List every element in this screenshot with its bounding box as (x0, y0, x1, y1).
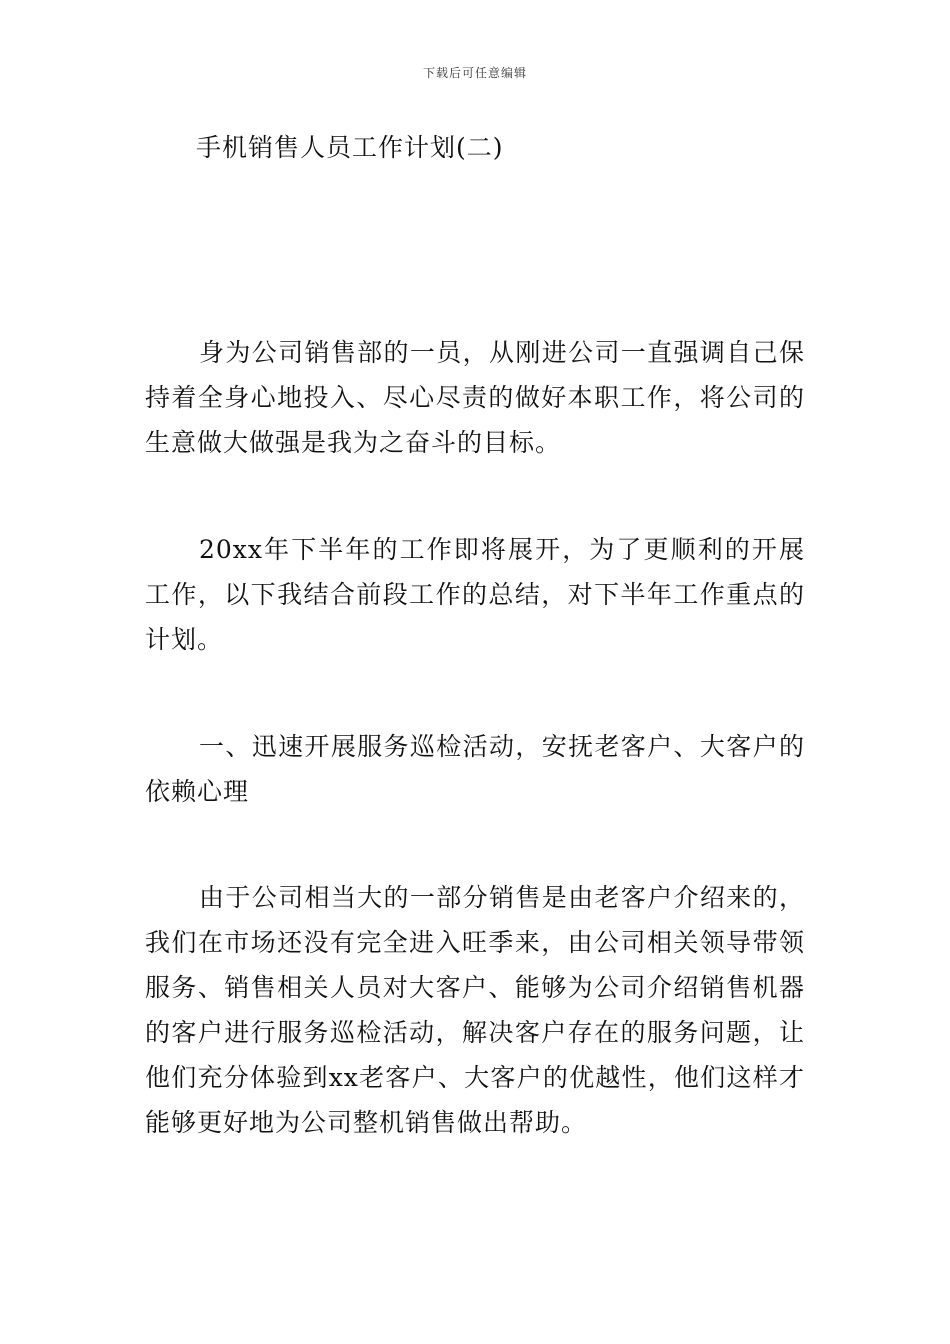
section-heading-1: 一、迅速开展服务巡检活动，安抚老客户、大客户的依赖心理 (145, 732, 805, 806)
paragraph-plan-overview: 20xx年下半年的工作即将展开，为了更顺利的开展工作，以下我结合前段工作的总结，对下半年工作重点的计划。 (145, 535, 805, 654)
paragraph-intro: 身为公司销售部的一员，从刚进公司一直强调自己保持着全身心地投入、尽心尽责的做好本职工作，将公司的生意做大做强是我为之奋斗的目标。 (145, 338, 805, 457)
document-title: 手机销售人员工作计划(二) (196, 133, 504, 162)
header-note: 下载后可任意编辑 (422, 66, 527, 80)
paragraph-section-1-body: 由于公司相当大的一部分销售是由老客户介绍来的，我们在市场还没有完全进入旺季来，由公司相关领导带领服务、销售相关人员对大客户、能够为公司介绍销售机器的客户进行服务巡检活动，解决客户存在的服务问题，让他们充分体验到xx老客户、大客户的优越性，他们这样才能够更好地为公司整机销售做出帮助。 (145, 883, 805, 1137)
